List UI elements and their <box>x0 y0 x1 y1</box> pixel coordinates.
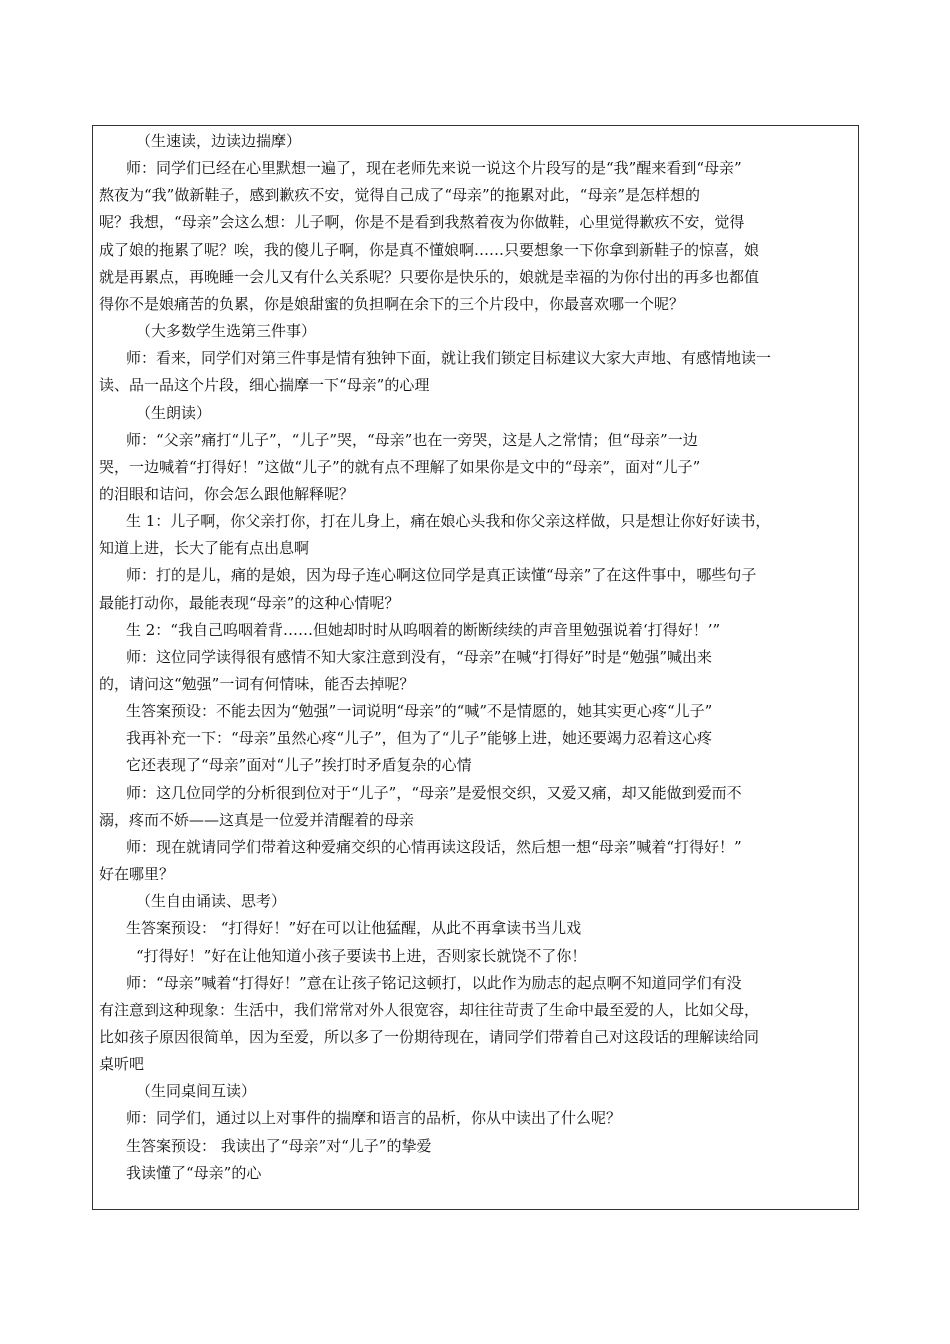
text-line: 师：这几位同学的分析很到位对于“儿子”，“母亲”是爱恨交织，又爱又痛，却又能做到爱而不 <box>126 783 742 802</box>
text-line: 师：打的是儿，痛的是娘，因为母子连心啊这位同学是真正读懂“母亲”了在这件事中，哪些句子 <box>126 566 757 585</box>
text-line: 师：现在就请同学们带着这种爱痛交织的心情再读这段话，然后想一想“母亲”喊着“打得好！” <box>126 837 742 856</box>
text-line: （生同桌间互读） <box>136 1082 257 1101</box>
text-line: 生 1：儿子啊，你父亲打你，打在儿身上，痛在娘心头我和你父亲这样做，只是想让你好好读书， <box>126 512 771 531</box>
text-line: 溺，疼而不娇——这真是一位爱并清醒着的母亲 <box>99 810 415 829</box>
text-line: 熬夜为“我”做新鞋子，感到歉疚不安，觉得自己成了“母亲”的拖累对此，“母亲”是怎样想的 <box>99 186 701 205</box>
text-line: 得你不是娘痛苦的负累，你是娘甜蜜的负担啊在余下的三个片段中，你最喜欢哪一个呢？ <box>99 294 685 313</box>
text-line: 就是再累点，再晚睡一会儿又有什么关系呢？只要你是快乐的，娘就是幸福的为你付出的再多也都值 <box>99 267 760 286</box>
text-line: 知道上进，长大了能有点出息啊 <box>99 539 310 558</box>
text-line: 比如孩子原因很简单，因为至爱，所以多了一份期待现在，请同学们带着自己对这段话的理解读给同 <box>99 1027 760 1046</box>
text-line: 的泪眼和诘问，你会怎么跟他解释呢？ <box>99 484 355 503</box>
text-line: （大多数学生选第三件事） <box>136 322 317 341</box>
text-line: 师：看来，同学们对第三件事是情有独钟下面，就让我们锁定目标建议大家大声地、有感情地读一 <box>126 349 772 368</box>
text-line: 读、品一品这个片段，细心揣摩一下“母亲”的心理 <box>99 376 430 395</box>
text-line: 它还表现了“母亲”面对“儿子”挨打时矛盾复杂的心情 <box>126 756 472 775</box>
text-line: 呢？我想，“母亲”会这么想：儿子啊，你是不是看到我熬着夜为你做鞋，心里觉得歉疚不安，觉得 <box>99 213 745 232</box>
text-line: 师：“母亲”喊着“打得好！”意在让孩子铭记这顿打，以此作为励志的起点啊不知道同学们有没 <box>126 973 742 992</box>
text-line: 生答案预设： “打得好！”好在可以让他猛醒，从此不再拿读书当儿戏 <box>126 919 582 938</box>
text-line: 生 2：“我自己呜咽着背……但她却时时从呜咽着的断断续续的声音里勉强说着‘打得好！’” <box>126 620 721 639</box>
text-line: 师：这位同学读得很有感情不知大家注意到没有，“母亲”在喊“打得好”时是“勉强”喊出来 <box>126 647 713 666</box>
text-line: 我再补充一下：“母亲”虽然心疼“儿子”，但为了“儿子”能够上进，她还要竭力忍着这心疼 <box>126 729 713 748</box>
text-line: 生答案预设： 我读出了“母亲”对“儿子”的挚爱 <box>126 1136 432 1155</box>
text-line: 好在哪里？ <box>99 865 175 884</box>
text-line: 生答案预设：不能去因为“勉强”一词说明“母亲”的“喊”不是情愿的，她其实更心疼“儿子” <box>126 702 713 721</box>
text-line: 我读懂了“母亲”的心 <box>126 1163 262 1182</box>
text-line: 桌听吧 <box>99 1055 145 1074</box>
text-line: 最能打动你，最能表现“母亲”的这种心情呢？ <box>99 593 400 612</box>
text-line: 成了娘的拖累了呢？唉，我的傻儿子啊，你是真不懂娘啊……只要想象一下你拿到新鞋子的惊喜，娘 <box>99 240 760 259</box>
text-line: （生自由诵读、思考） <box>136 892 287 911</box>
text-line: 师：同学们，通过以上对事件的揣摩和语言的品析，你从中读出了什么呢？ <box>126 1109 622 1128</box>
text-line: 的，请问这“勉强”一词有何情味，能否去掉呢？ <box>99 675 415 693</box>
text-line: 哭，一边喊着“打得好！”这做“儿子”的就有点不理解了如果你是文中的“母亲”，面对“儿子” <box>99 457 701 476</box>
lesson-plan-table-cell <box>92 125 859 1210</box>
text-line: “打得好！”好在让他知道小孩子要读书上进，否则家长就饶不了你！ <box>136 946 587 965</box>
text-line: 师：同学们已经在心里默想一遍了，现在老师先来说一说这个片段写的是“我”醒来看到“母亲” <box>126 159 742 178</box>
text-line: 师：“父亲”痛打“儿子”，“儿子”哭，“母亲”也在一旁哭，这是人之常情；但“母亲”一边 <box>126 430 698 449</box>
text-line: 有注意到这种现象：生活中，我们常常对外人很宽容，却往往苛责了生命中最至爱的人，比如父母， <box>99 1000 760 1019</box>
text-line: （生速读，边读边揣摩） <box>136 132 302 150</box>
text-line: （生朗读） <box>136 403 212 422</box>
